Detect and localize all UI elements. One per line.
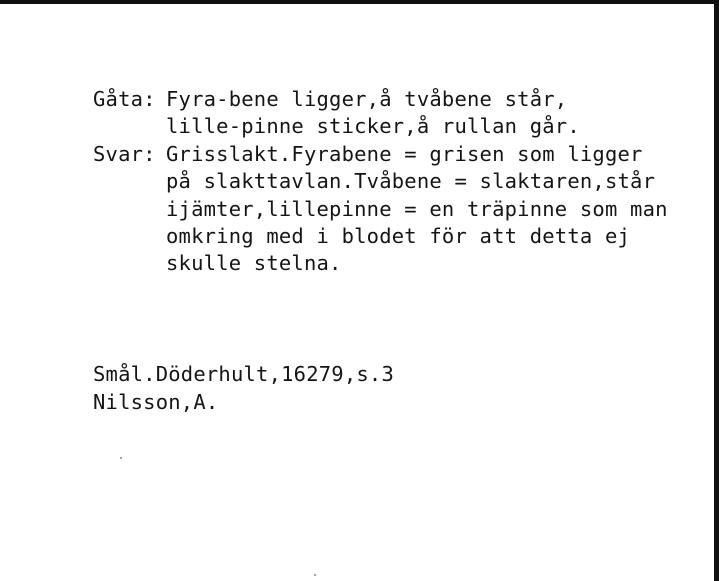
question-line-1: Fyra-bene ligger,å tvåbene står, <box>166 87 568 111</box>
paper-speck <box>120 457 122 459</box>
card-right-border <box>714 0 719 581</box>
answer-line-3: ijämter,lillepinne = en träpinne som man <box>166 197 668 221</box>
question-label: Gåta: <box>93 87 156 111</box>
answer-line-2: på slakttavlan.Tvåbene = slaktaren,står <box>166 169 656 193</box>
answer-line-5: skulle stelna. <box>166 251 342 275</box>
location-line: Smål.Döderhult,16279,s.3 <box>93 362 395 386</box>
answer-line-4: omkring med i blodet för att detta ej <box>166 224 631 248</box>
question-line-2: lille-pinne sticker,å rullan går. <box>166 114 580 138</box>
collector-line: Nilsson,A. <box>93 390 219 414</box>
paper-speck <box>314 574 316 576</box>
answer-label: Svar: <box>93 142 156 166</box>
card-top-border <box>0 0 719 4</box>
answer-line-1: Grisslakt.Fyrabene = grisen som ligger <box>166 142 643 166</box>
